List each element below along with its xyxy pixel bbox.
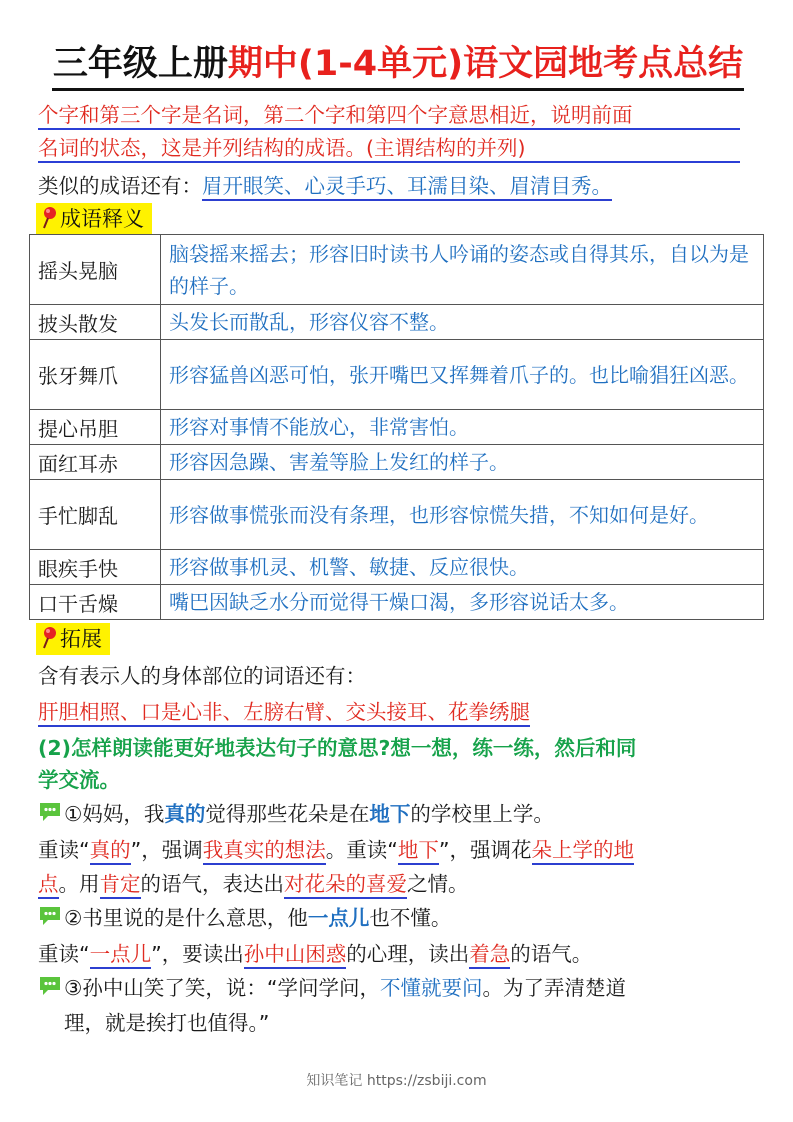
note-text: ”，强调 xyxy=(130,838,203,862)
sentence-1-text: 的学校里上学。 xyxy=(410,802,554,826)
title-grade: 三年级上册 xyxy=(52,44,228,84)
idiom-word: 手忙脚乱 xyxy=(30,480,161,550)
question-2-line-1: (2)怎样朗读能更好地表达句子的意思?想一想，练一练，然后和同 xyxy=(38,736,637,760)
idiom-word: 披头散发 xyxy=(30,305,161,340)
idiom-word: 眼疾手快 xyxy=(30,550,161,585)
sentence-1-text: 觉得那些花朵是在 xyxy=(205,802,370,826)
table-row xyxy=(30,410,764,445)
sentence-3-line-1 xyxy=(64,973,626,1003)
idiom-meaning: 形容做事慌张而没有条理，也形容惊慌失措，不知如何是好。 xyxy=(161,480,764,550)
sentence-1 xyxy=(64,799,554,829)
table-row xyxy=(30,340,764,410)
table-row xyxy=(30,445,764,480)
idiom-meaning: 形容做事机灵、机警、敏捷、反应很快。 xyxy=(161,550,764,585)
note-keyword: 对花朵的喜爱 xyxy=(284,872,407,899)
note-text: 的心理，读出 xyxy=(346,942,470,966)
sentence-1-emphasis-1: 真的 xyxy=(164,802,206,826)
note-keyword: 着急 xyxy=(469,942,510,969)
table-row xyxy=(30,480,764,550)
section-extension xyxy=(36,623,110,655)
pushpin-icon xyxy=(41,206,57,230)
section-idiom-meaning-label: 成语释义 xyxy=(60,207,144,231)
note-text: 之情。 xyxy=(407,872,469,896)
intro-line-1: 个字和第三个字是名词，第二个字和第四个字意思相近，说明前面 xyxy=(38,103,633,127)
table-row xyxy=(30,235,764,305)
intro-underline-1 xyxy=(38,128,740,130)
note-keyword: 点 xyxy=(38,872,59,899)
similar-items: 眉开眼笑、心灵手巧、耳濡目染、眉清目秀。 xyxy=(202,174,612,201)
idiom-word: 面红耳赤 xyxy=(30,445,161,480)
section-extension-label: 拓展 xyxy=(60,627,102,651)
note-text: ”，要读出 xyxy=(151,942,244,966)
idiom-meaning: 形容因急躁、害羞等脸上发红的样子。 xyxy=(161,445,764,480)
idiom-meaning: 头发长而散乱，形容仪容不整。 xyxy=(161,305,764,340)
intro-underline-2 xyxy=(38,161,740,163)
idiom-table xyxy=(29,234,764,620)
idiom-meaning: 脑袋摇来摇去；形容旧时读书人吟诵的姿态或自得其乐，自以为是的样子。 xyxy=(161,235,764,305)
sentence-2 xyxy=(64,903,451,933)
idiom-meaning: 嘴巴因缺乏水分而觉得干燥口渴，多形容说话太多。 xyxy=(161,585,764,620)
note-keyword: 真的 xyxy=(90,838,131,865)
chat-bubble-icon xyxy=(38,905,62,927)
note-text: 的语气。 xyxy=(510,942,593,966)
note-text: 的语气，表达出 xyxy=(140,872,284,896)
sentence-3-emphasis: 不懂就要问 xyxy=(380,976,483,1000)
sentence-3-text: ③孙中山笑了笑，说：“学问学问， xyxy=(64,976,380,1000)
sentence-3-text: 。为了弄清楚道 xyxy=(482,976,626,1000)
note-text: 重读“ xyxy=(38,942,90,966)
sentence-1-text: ①妈妈，我 xyxy=(64,802,165,826)
title-topic: 期中(1-4单元)语文园地考点总结 xyxy=(227,44,744,84)
sentence-2-text: 也不懂。 xyxy=(369,906,452,930)
extension-items xyxy=(38,697,530,727)
idiom-word: 口干舌燥 xyxy=(30,585,161,620)
idiom-word: 张牙舞爪 xyxy=(30,340,161,410)
sentence-1-note-line-1 xyxy=(38,835,634,865)
chat-bubble-icon xyxy=(38,801,62,823)
note-text: 。用 xyxy=(58,872,100,896)
idiom-word: 摇头晃脑 xyxy=(30,235,161,305)
note-keyword: 孙中山困惑 xyxy=(244,942,347,969)
section-idiom-meaning xyxy=(36,203,152,235)
note-keyword: 一点儿 xyxy=(90,942,152,969)
sentence-3-line-2: 理，就是挨打也值得。” xyxy=(64,1011,270,1035)
similar-idioms xyxy=(38,171,612,201)
note-keyword: 朵上学的地 xyxy=(532,838,635,865)
note-text: ”，强调花 xyxy=(438,838,532,862)
chat-bubble-icon xyxy=(38,975,62,997)
title-underline xyxy=(52,88,744,91)
page-title xyxy=(48,38,748,90)
idiom-word: 提心吊胆 xyxy=(30,410,161,445)
intro-line-2: 名词的状态，这是并列结构的成语。(主谓结构的并列) xyxy=(38,136,526,160)
idiom-meaning: 形容对事情不能放心，非常害怕。 xyxy=(161,410,764,445)
idiom-meaning: 形容猛兽凶恶可怕，张开嘴巴又挥舞着爪子的。也比喻猖狂凶恶。 xyxy=(161,340,764,410)
sentence-2-text: ②书里说的是什么意思，他 xyxy=(64,906,308,930)
extension-intro: 含有表示人的身体部位的词语还有： xyxy=(38,664,366,688)
footer-watermark: 知识笔记 https://zsbiji.com xyxy=(306,1073,487,1089)
sentence-2-note xyxy=(38,939,592,969)
similar-label: 类似的成语还有： xyxy=(38,174,202,198)
sentence-1-note-line-2 xyxy=(38,869,469,899)
table-row xyxy=(30,585,764,620)
note-keyword: 地下 xyxy=(398,838,439,865)
table-row xyxy=(30,550,764,585)
note-text: 。重读“ xyxy=(325,838,398,862)
note-keyword: 肯定 xyxy=(100,872,141,899)
question-2-line-2: 学交流。 xyxy=(38,768,120,792)
sentence-2-emphasis: 一点儿 xyxy=(307,906,370,930)
note-text: 重读“ xyxy=(38,838,90,862)
sentence-1-emphasis-2: 地下 xyxy=(369,802,411,826)
extension-items-text: 肝胆相照、口是心非、左膀右臂、交头接耳、花拳绣腿 xyxy=(38,700,530,727)
table-row xyxy=(30,305,764,340)
pushpin-icon xyxy=(41,626,57,650)
note-keyword: 我真实的想法 xyxy=(203,838,326,865)
